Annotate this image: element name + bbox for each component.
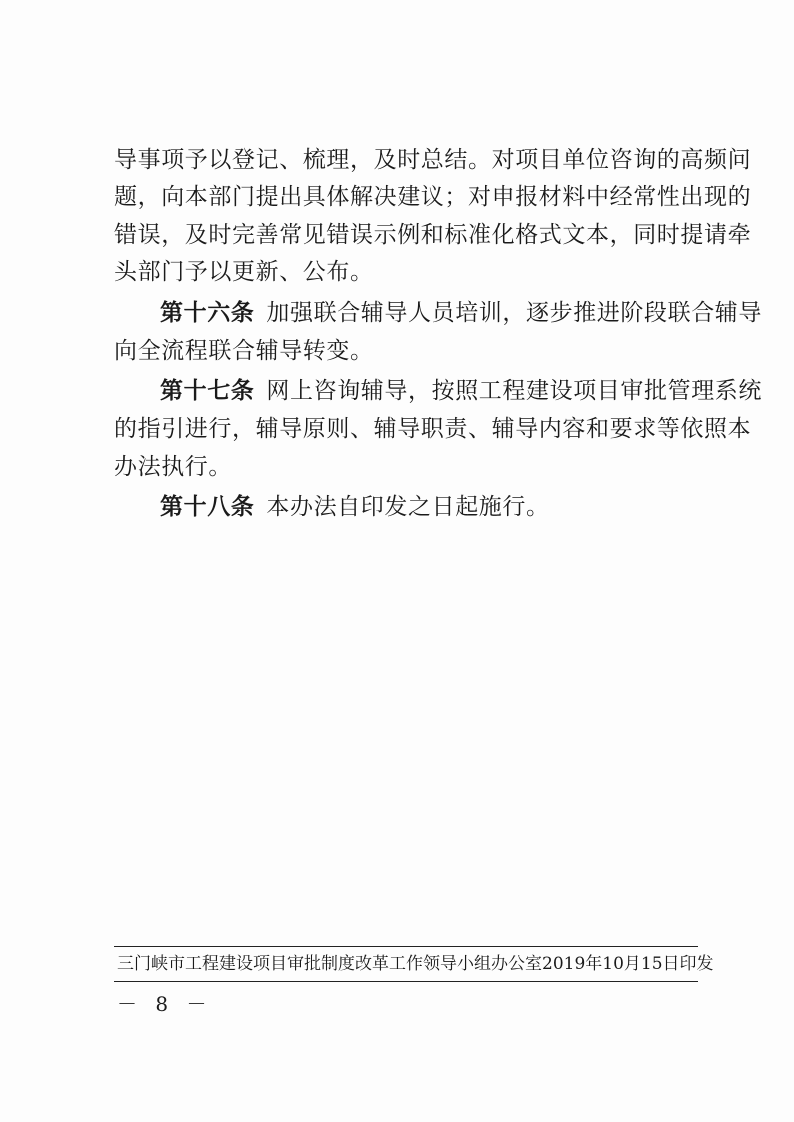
body-line: 错误，及时完善常见错误示例和标准化格式文本，同时提请牵 xyxy=(114,222,752,248)
footer-top-rule xyxy=(114,946,698,947)
body-line: 题，向本部门提出具体解决建议；对申报材料中经常性出现的 xyxy=(114,184,752,210)
article-17-first-line xyxy=(160,377,763,405)
article-18-number: 第十八条 xyxy=(160,494,255,520)
body-line: 办法执行。 xyxy=(114,454,232,480)
body-line: 的指引进行，辅导原则、辅导职责、辅导内容和要求等依照本 xyxy=(114,416,752,442)
issuer-name: 三门峡市工程建设项目审批制度改革工作领导小组办公室 xyxy=(117,954,542,974)
article-16-text: 加强联合辅导人员培训，逐步推进阶段联合辅导 xyxy=(266,300,763,326)
body-line: 向全流程联合辅导转变。 xyxy=(114,338,374,364)
article-16-first-line xyxy=(160,299,763,327)
body-line: 头部门予以更新、公布。 xyxy=(114,259,374,285)
body-line: 导事项予以登记、梳理，及时总结。对项目单位咨询的高频问 xyxy=(114,147,752,173)
footer-bottom-rule xyxy=(114,981,698,982)
article-18-first-line xyxy=(160,493,698,521)
article-16-number: 第十六条 xyxy=(160,300,255,326)
page-number: － 8 － xyxy=(117,992,213,1016)
article-18-text: 本办法自印发之日起施行。 xyxy=(266,494,550,520)
article-17-text: 网上咨询辅导，按照工程建设项目审批管理系统 xyxy=(266,378,763,404)
issue-date: 2019年10月15日印发 xyxy=(542,954,714,974)
article-17-number: 第十七条 xyxy=(160,378,255,404)
issuance-note xyxy=(117,953,714,975)
